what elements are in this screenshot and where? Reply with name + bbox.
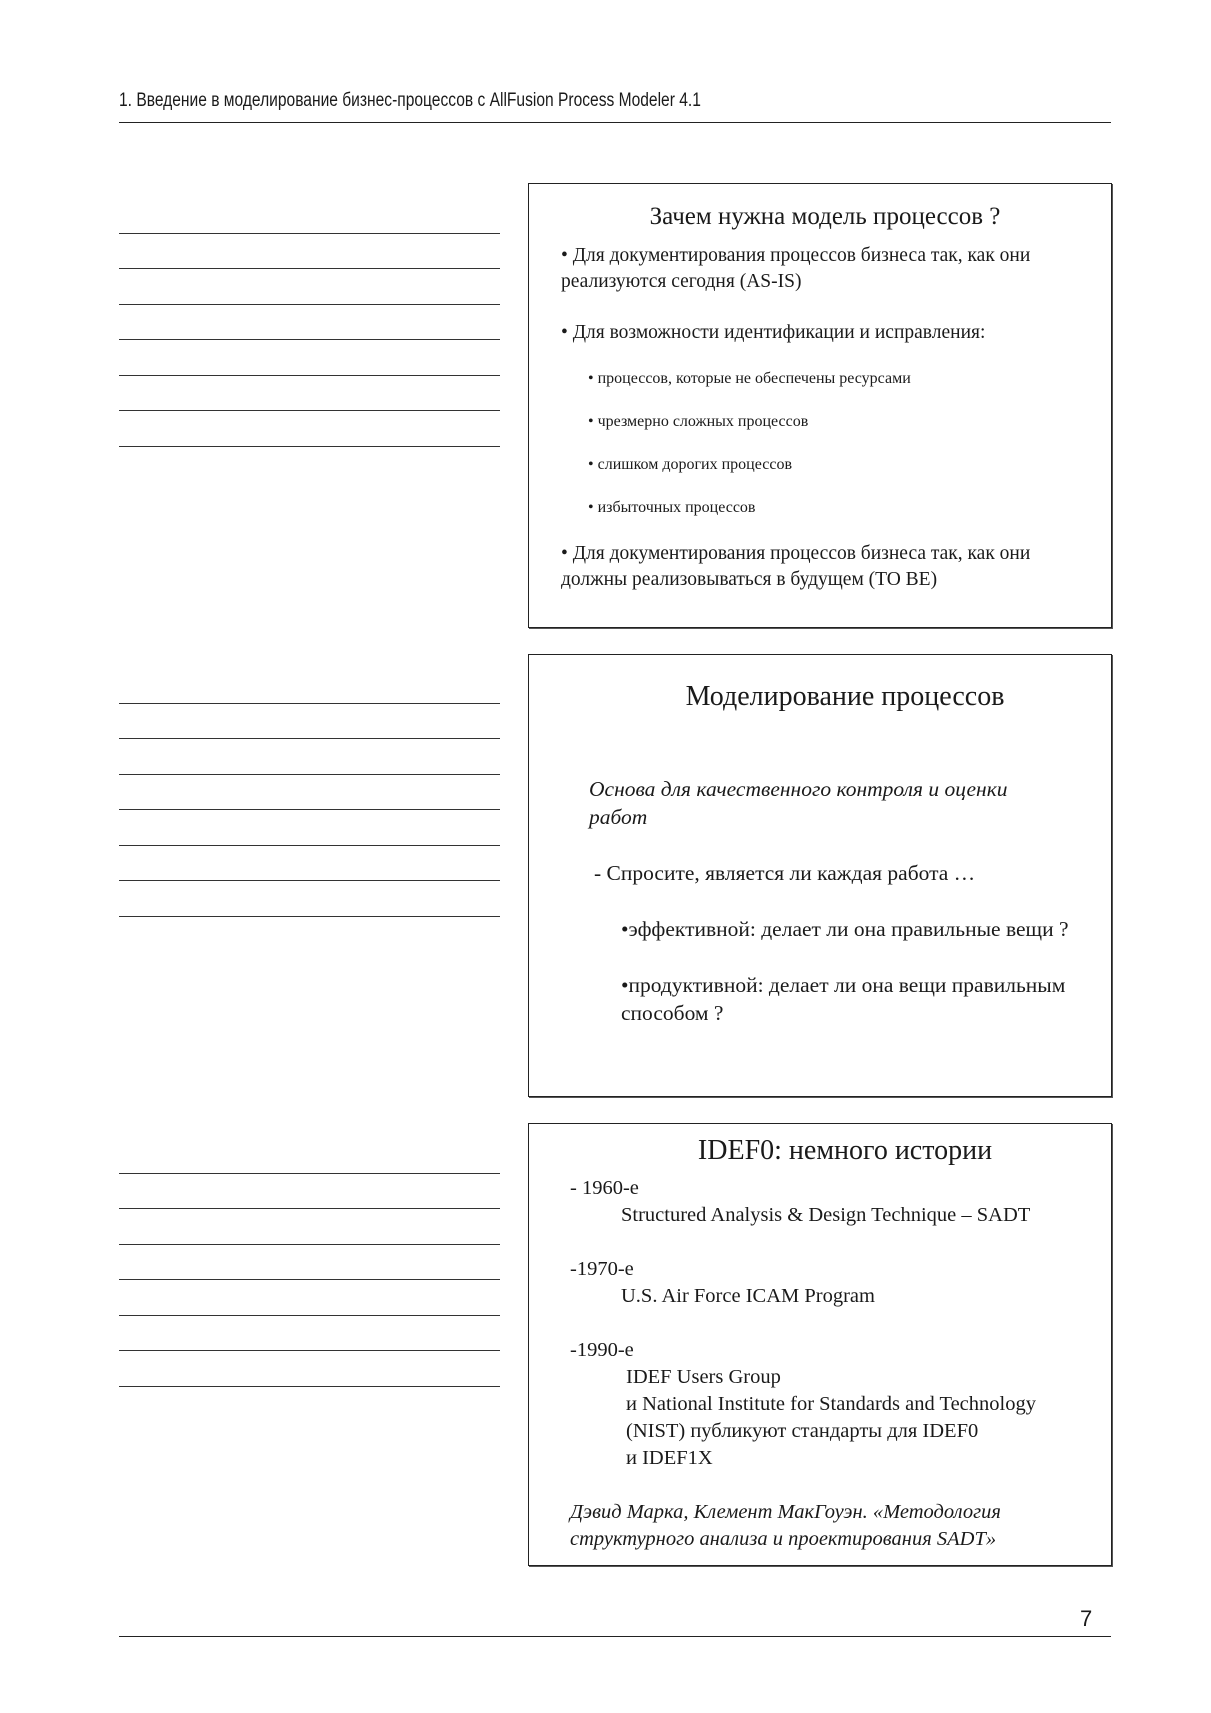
slide-title: IDEF0: немного истории <box>697 1135 993 1166</box>
page-header-title: 1. Введение в моделирование бизнес-процессов с AllFusion Process Modeler 4.1 <box>119 90 701 111</box>
note-line <box>119 269 500 305</box>
period-line: и IDEF1X <box>626 1447 713 1469</box>
note-line <box>119 1245 500 1281</box>
note-line <box>119 340 500 376</box>
reference-line: Дэвид Марка, Клемент МакГоуэн. «Методология <box>570 1501 1001 1523</box>
note-line <box>119 704 500 740</box>
period-label: -1970-е <box>570 1258 634 1280</box>
note-line <box>119 376 500 412</box>
item-effective: •эффективной: делает ли она правильные вещи ? <box>621 917 1069 941</box>
bullet-to-be: • Для документирования процессов бизнеса так, как они должны реализовываться в будущем (TO BE) <box>561 543 1031 590</box>
sub-item: • чрезмерно сложных процессов <box>588 413 809 430</box>
notes-lines-2 <box>119 668 500 917</box>
note-line <box>119 1280 500 1316</box>
bullet-as-is: • Для документирования процессов бизнеса так, как они реализуются сегодня (AS-IS) <box>561 245 1031 292</box>
item-productive: •продуктивной: делает ли она вещи правильным способом ? <box>621 973 1066 1025</box>
bullet-identify: • Для возможности идентификации и исправления: <box>561 322 986 343</box>
period-line: IDEF Users Group <box>626 1366 781 1388</box>
period-line: (NIST) публикуют стандарты для IDEF0 <box>626 1420 979 1442</box>
period-label: - 1960-е <box>570 1177 639 1199</box>
page-number: 7 <box>1080 1606 1093 1631</box>
footer-rule <box>119 1636 1111 1637</box>
page-header <box>119 90 1111 123</box>
note-line <box>119 810 500 846</box>
period-line: и National Institute for Standards and Technology <box>626 1393 1036 1415</box>
note-line <box>119 1209 500 1245</box>
note-line <box>119 846 500 882</box>
note-line <box>119 881 500 917</box>
sub-item: • избыточных процессов <box>588 499 756 516</box>
period-line: Structured Analysis & Design Technique – SADT <box>621 1204 1031 1226</box>
note-line <box>119 1138 500 1174</box>
note-line <box>119 305 500 341</box>
sub-item: • процессов, которые не обеспечены ресурсами <box>588 370 911 387</box>
slide-why-process-model <box>528 183 1112 628</box>
note-line <box>119 668 500 704</box>
slide-process-modeling <box>528 654 1112 1097</box>
note-line <box>119 1174 500 1210</box>
slide-title: Моделирование процессов <box>685 681 1005 712</box>
notes-lines-1 <box>119 198 500 447</box>
reference-line: структурного анализа и проектирования SADT» <box>570 1528 997 1550</box>
slide-title: Зачем нужна модель процессов ? <box>649 203 1001 230</box>
sub-item: • слишком дорогих процессов <box>588 456 792 473</box>
note-line <box>119 1316 500 1352</box>
question-line: - Спросите, является ли каждая работа … <box>594 861 976 885</box>
note-line <box>119 411 500 447</box>
period-label: -1990-е <box>570 1339 634 1361</box>
note-line <box>119 198 500 234</box>
note-line <box>119 775 500 811</box>
period-line: U.S. Air Force ICAM Program <box>621 1285 875 1307</box>
note-line <box>119 739 500 775</box>
note-line <box>119 234 500 270</box>
note-line <box>119 1351 500 1387</box>
slide-idef0-history <box>528 1123 1112 1566</box>
notes-lines-3 <box>119 1138 500 1387</box>
slide-subtitle: Основа для качественного контроля и оценки работ <box>589 777 1008 829</box>
